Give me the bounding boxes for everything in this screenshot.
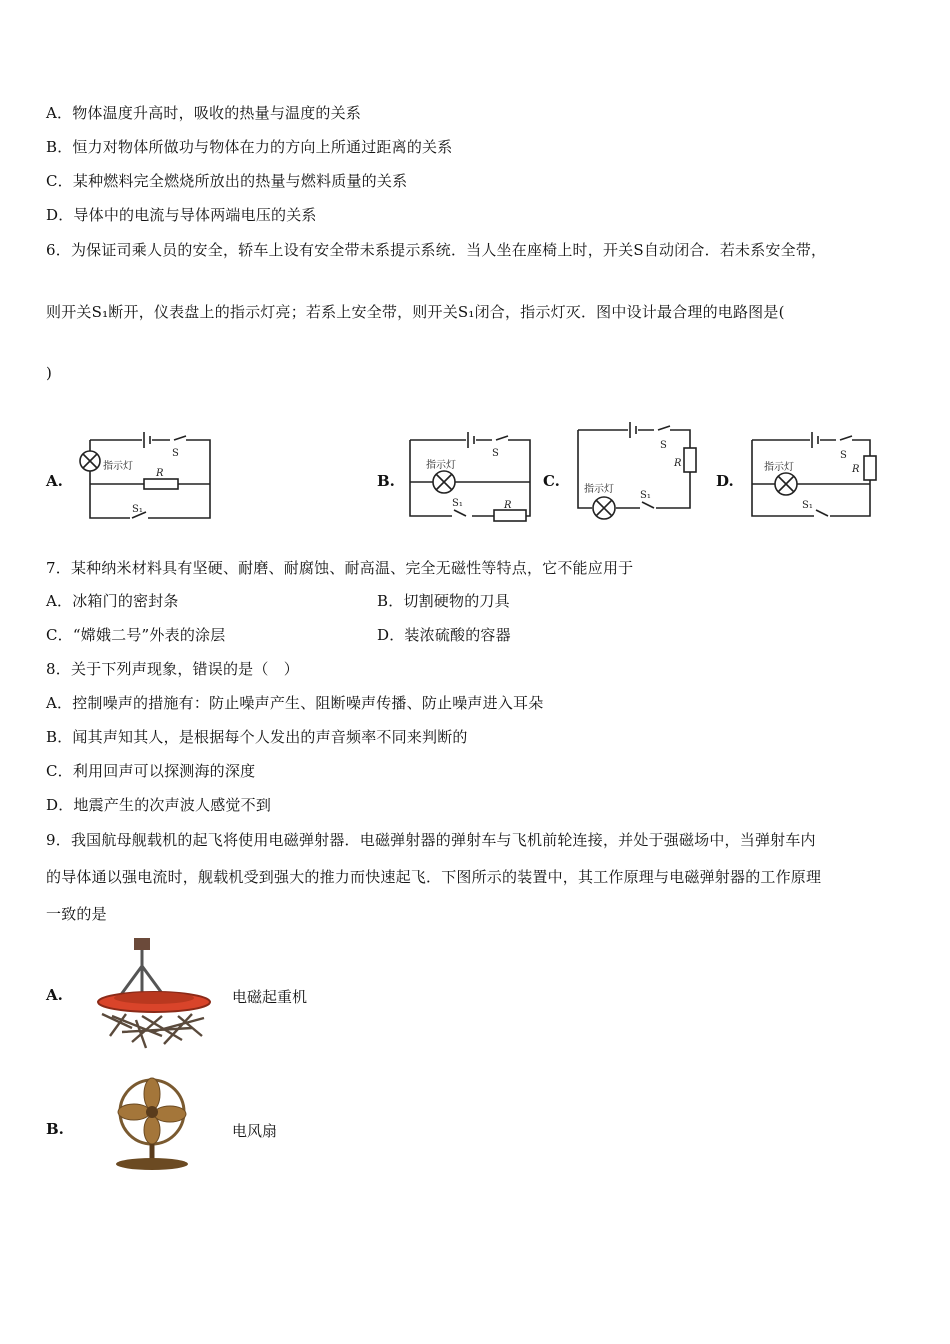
q7-option-b: B．切割硬物的刀具 (377, 592, 510, 610)
electromagnetic-crane-image (92, 936, 218, 1054)
q8-option-a: A．控制噪声的措施有：防止噪声产生、阻断噪声传播、防止噪声进入耳朵 (46, 694, 544, 712)
q9-label-a: A. (46, 986, 63, 1004)
q9-caption-b: 电风扇 (232, 1122, 278, 1140)
circuit-c-s1: S₁ (640, 490, 651, 501)
circuit-d-s: S (840, 450, 847, 461)
q9-stem-line3: 一致的是 (46, 905, 107, 923)
q6-stem-line3: ) (46, 364, 53, 382)
q9-label-b: B. (46, 1120, 64, 1138)
q6-stem-line2: 则开关S₁断开，仪表盘上的指示灯亮；若系上安全带，则开关S₁闭合，指示灯灭．图中设计最合理的电路图是( (46, 303, 785, 321)
circuit-diagram-b (406, 430, 532, 522)
circuit-c-lamp: 指示灯 (584, 484, 614, 495)
circuit-diagram-a (74, 428, 214, 522)
q8-option-b: B．闻其声知其人，是根据每个人发出的声音频率不同来判断的 (46, 728, 468, 746)
electric-fan-image (98, 1076, 210, 1176)
circuit-b-s: S (492, 448, 499, 459)
circuit-c-s: S (660, 440, 667, 451)
q6-label-a: A. (46, 472, 63, 490)
circuit-diagram-d (748, 430, 878, 522)
circuit-a-r: R (156, 468, 164, 479)
q6-label-b: B. (377, 472, 395, 490)
q5-option-c: C．某种燃料完全燃烧所放出的热量与燃料质量的关系 (46, 172, 408, 190)
q6-label-c: C. (543, 472, 560, 490)
q5-option-a: A．物体温度升高时，吸收的热量与温度的关系 (46, 104, 362, 122)
q9-stem-line1: 9．我国航母舰载机的起飞将使用电磁弹射器．电磁弹射器的弹射车与飞机前轮连接，并处于强磁场中，当弹射车内 (46, 831, 816, 849)
circuit-a-s: S (172, 448, 179, 459)
q6-stem-line1: 6．为保证司乘人员的安全，轿车上设有安全带未系提示系统．当人坐在座椅上时，开关S自动闭合．若未系安全带， (46, 241, 827, 259)
q8-option-d: D．地震产生的次声波人感觉不到 (46, 796, 272, 814)
circuit-diagram-c (574, 420, 700, 522)
circuit-b-lamp: 指示灯 (426, 460, 456, 471)
circuit-c-r: R (674, 458, 682, 469)
q8-option-c: C．利用回声可以探测海的深度 (46, 762, 256, 780)
q9-caption-a: 电磁起重机 (232, 988, 308, 1006)
circuit-d-r: R (852, 464, 860, 475)
circuit-b-r: R (504, 500, 512, 511)
circuit-a-s1: S₁ (132, 504, 143, 515)
circuit-d-lamp: 指示灯 (764, 462, 794, 473)
q7-stem: 7．某种纳米材料具有坚硬、耐磨、耐腐蚀、耐高温、完全无磁性等特点，它不能应用于 (46, 559, 634, 577)
q7-option-a: A．冰箱门的密封条 (46, 592, 179, 610)
circuit-a-lamp: 指示灯 (103, 461, 133, 472)
q9-stem-line2: 的导体通以强电流时，舰载机受到强大的推力而快速起飞．下图所示的装置中，其工作原理与电磁弹射器的工作原理 (46, 868, 822, 886)
q6-label-d: D. (716, 472, 734, 490)
q5-option-b: B．恒力对物体所做功与物体在力的方向上所通过距离的关系 (46, 138, 453, 156)
circuit-b-s1: S₁ (452, 498, 463, 509)
q5-option-d: D．导体中的电流与导体两端电压的关系 (46, 206, 317, 224)
q7-option-c: C．“嫦娥二号”外表的涂层 (46, 626, 226, 644)
q8-stem: 8．关于下列声现象，错误的是（ ） (46, 660, 299, 678)
circuit-d-s1: S₁ (802, 500, 813, 511)
q7-option-d: D．装浓硫酸的容器 (377, 626, 511, 644)
